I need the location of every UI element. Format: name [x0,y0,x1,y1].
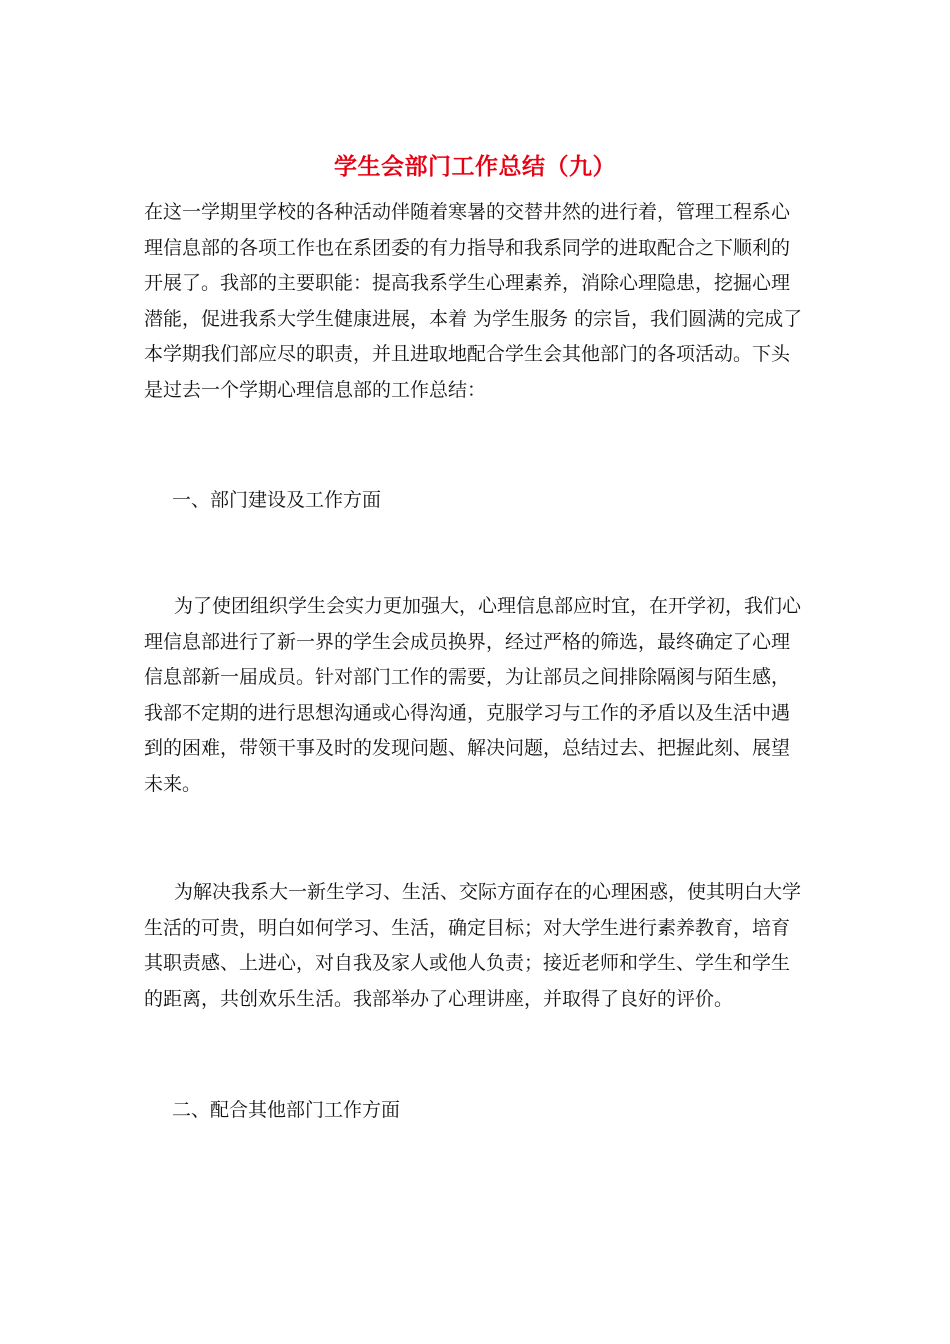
section-heading-1: 一、部门建设及工作方面 [172,489,382,511]
section1-paragraph-2: 为解决我系大一新生学习、生活、交际方面存在的心理困惑，使其明白大学生活的可贵，明白如何学习、生活，确定目标；对大学生进行素养教育，培育其职责感、上进心，对自我及家人或他人负责；接近老师和学生、学生和学生的距离，共创欢乐生活。我部举办了心理讲座，并取得了良好的评价。 [144,881,802,1010]
document-title: 学生会部门工作总结（九） [334,153,616,180]
section-heading-2: 二、配合其他部门工作方面 [172,1099,401,1121]
section1-paragraph-1: 为了使团组织学生会实力更加强大，心理信息部应时宜，在开学初，我们心理信息部进行了新一界的学生会成员换界，经过严格的筛选，最终确定了心理信息部新一届成员。针对部门工作的需要，为让部员之间排除隔阂与陌生感，我部不定期的进行思想沟通或心得沟通，克服学习与工作的矛盾以及生活中遇到的困难，带领干事及时的发现问题、解决问题，总结过去、把握此刻、展望未来。 [144,595,802,795]
intro-paragraph: 在这一学期里学校的各种活动伴随着寒暑的交替井然的进行着，管理工程系心理信息部的各项工作也在系团委的有力指导和我系同学的进取配合之下顺利的开展了。我部的主要职能：提高我系学生心理素养，消除心理隐患，挖掘心理潜能，促进我系大学生健康进展，本着 为学生服务 的宗旨，我们圆满的完成了本学期我们部应尽的职责，并且进取地配合学生会其他部门的各项活动。下头是过去一个学期心理信息部的工作总结： [144,201,803,401]
